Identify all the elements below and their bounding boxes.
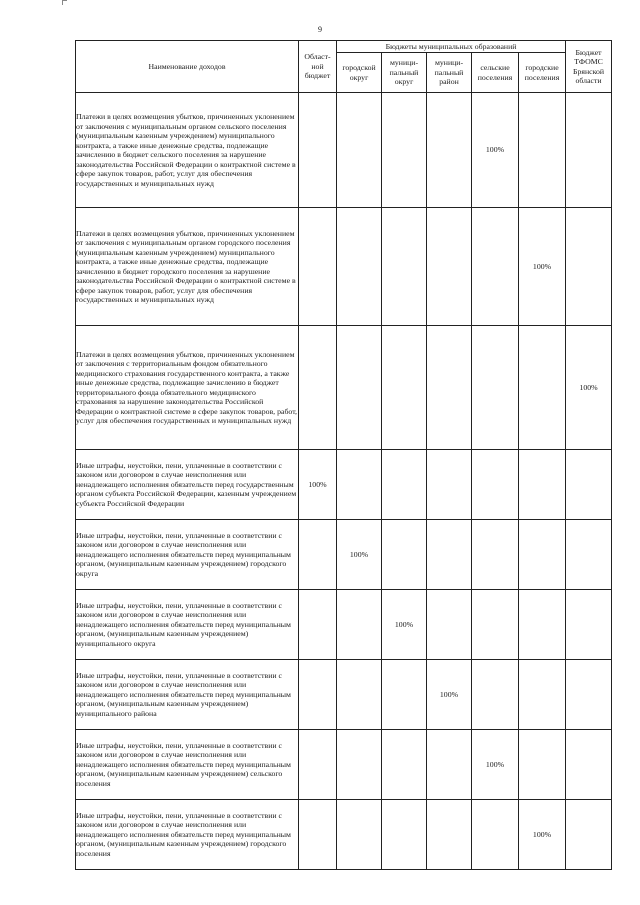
percent-cell <box>299 730 337 800</box>
header-regional-budget: Област-ной бюджет <box>299 41 337 93</box>
table-row <box>76 520 612 590</box>
income-name-cell: Иные штрафы, неустойки, пени, уплаченные в соответствии с законом или договором в случае неисполнения или ненадлежащего исполнения обязательств перед муниципальным органом, (муниципальным казенным учреждением) городского поселения <box>76 800 299 870</box>
percent-cell: 100% <box>472 730 519 800</box>
percent-cell: 100% <box>382 590 427 660</box>
percent-cell <box>299 660 337 730</box>
percent-cell <box>337 660 382 730</box>
percent-cell <box>337 326 382 450</box>
percent-cell <box>566 660 612 730</box>
table-row <box>76 730 612 800</box>
percent-cell <box>472 208 519 326</box>
percent-cell <box>519 590 566 660</box>
percent-cell <box>427 800 472 870</box>
percent-cell: 100% <box>472 93 519 208</box>
percent-cell <box>519 520 566 590</box>
percent-cell <box>337 730 382 800</box>
percent-cell <box>337 93 382 208</box>
income-name-cell: Платежи в целях возмещения убытков, причиненных уклонением от заключения с муниципальным органом сельского поселения (муниципальным казенным учреждением) муниципального контракта, а также иные денежные средства, подлежащие зачислению в бюджет сельского поселения за нарушение законодательства Российской Федерации о контрактной системе в сфере закупок товаров, работ, услуг для обеспечения государственных и муниципальных нужд <box>76 93 299 208</box>
header-city-district: городской округ <box>337 53 382 93</box>
table-row <box>76 208 612 326</box>
percent-cell <box>382 660 427 730</box>
percent-cell <box>566 730 612 800</box>
income-name-cell: Иные штрафы, неустойки, пени, уплаченные в соответствии с законом или договором в случае неисполнения или ненадлежащего исполнения обязательств перед муниципальным органом, (муниципальным казенным учреждением) сельского поселения <box>76 730 299 800</box>
page-number: 9 <box>318 25 322 34</box>
table-row <box>76 450 612 520</box>
percent-cell <box>299 326 337 450</box>
percent-cell <box>566 450 612 520</box>
percent-cell <box>427 590 472 660</box>
header-rural-settlements: сельские поселения <box>472 53 519 93</box>
percent-cell: 100% <box>519 800 566 870</box>
percent-cell <box>519 660 566 730</box>
percent-cell: 100% <box>337 520 382 590</box>
percent-cell <box>566 520 612 590</box>
percent-cell <box>299 208 337 326</box>
percent-cell <box>382 520 427 590</box>
percent-cell <box>519 730 566 800</box>
header-municipal-district: муници-пальный округ <box>382 53 427 93</box>
percent-cell <box>519 450 566 520</box>
percent-cell <box>427 93 472 208</box>
percent-cell <box>382 800 427 870</box>
percent-cell <box>299 520 337 590</box>
percent-cell <box>427 208 472 326</box>
percent-cell <box>427 520 472 590</box>
percent-cell <box>299 800 337 870</box>
percent-cell: 100% <box>299 450 337 520</box>
percent-cell <box>337 590 382 660</box>
percent-cell <box>299 93 337 208</box>
percent-cell <box>382 450 427 520</box>
income-name-cell: Платежи в целях возмещения убытков, причиненных уклонением от заключения с муниципальным органом городского поселения (муниципальным казенным учреждением) муниципального контракта, а также иные денежные средства, подлежащие зачислению в бюджет городского поселения за нарушение законодательства Российской Федерации о контрактной системе в сфере закупок товаров, работ, услуг для обеспечения государственных и муниципальных нужд <box>76 208 299 326</box>
header-municipal-area: муници-пальный район <box>427 53 472 93</box>
percent-cell <box>427 730 472 800</box>
percent-cell <box>382 326 427 450</box>
revenue-distribution-table <box>75 40 612 870</box>
table-row <box>76 660 612 730</box>
percent-cell <box>519 93 566 208</box>
percent-cell <box>427 326 472 450</box>
percent-cell <box>337 800 382 870</box>
percent-cell: 100% <box>519 208 566 326</box>
percent-cell <box>566 93 612 208</box>
income-name-cell: Иные штрафы, неустойки, пени, уплаченные в соответствии с законом или договором в случае неисполнения или ненадлежащего исполнения обязательств перед муниципальным органом, (муниципальным казенным учреждением) городского округа <box>76 520 299 590</box>
table-row <box>76 326 612 450</box>
percent-cell <box>566 800 612 870</box>
percent-cell <box>337 208 382 326</box>
percent-cell <box>566 590 612 660</box>
percent-cell <box>566 208 612 326</box>
header-municipal-budgets: Бюджеты муниципальных образований <box>337 41 566 53</box>
header-tfoms-budget: Бюджет ТФОМС Брянской области <box>566 41 612 93</box>
percent-cell <box>472 326 519 450</box>
percent-cell <box>519 326 566 450</box>
table-row <box>76 590 612 660</box>
income-name-cell: Иные штрафы, неустойки, пени, уплаченные в соответствии с законом или договором в случае неисполнения или ненадлежащего исполнения обязательств перед государственным органом субъекта Российской Федерации, казенным учреждением субъекта Российской Федерации <box>76 450 299 520</box>
income-name-cell: Платежи в целях возмещения убытков, причиненных уклонением от заключения с территориальным фондом обязательного медицинского страхования государственного контракта, а также иные денежные средства, подлежащие зачислению в бюджет территориального фонда обязательного медицинского страхования за нарушение законодательства Российской Федерации о контрактной системе в сфере закупок товаров, работ, услуг для обеспечения государственных и муниципальных нужд <box>76 326 299 450</box>
percent-cell: 100% <box>427 660 472 730</box>
header-urban-settlements: городские поселения <box>519 53 566 93</box>
corner-mark <box>62 0 67 5</box>
percent-cell <box>472 660 519 730</box>
income-name-cell: Иные штрафы, неустойки, пени, уплаченные в соответствии с законом или договором в случае неисполнения или ненадлежащего исполнения обязательств перед муниципальным органом, (муниципальным казенным учреждением) муниципального района <box>76 660 299 730</box>
percent-cell <box>299 590 337 660</box>
percent-cell <box>472 590 519 660</box>
table-row <box>76 93 612 208</box>
table-row <box>76 800 612 870</box>
table-body <box>76 93 612 870</box>
header-income-name: Наименование доходов <box>76 41 299 93</box>
income-name-cell: Иные штрафы, неустойки, пени, уплаченные в соответствии с законом или договором в случае неисполнения или ненадлежащего исполнения обязательств перед муниципальным органом, (муниципальным казенным учреждением) муниципального округа <box>76 590 299 660</box>
percent-cell <box>472 450 519 520</box>
percent-cell <box>427 450 472 520</box>
percent-cell <box>337 450 382 520</box>
percent-cell <box>382 208 427 326</box>
percent-cell <box>382 93 427 208</box>
percent-cell <box>472 800 519 870</box>
percent-cell <box>382 730 427 800</box>
percent-cell <box>472 520 519 590</box>
percent-cell: 100% <box>566 326 612 450</box>
